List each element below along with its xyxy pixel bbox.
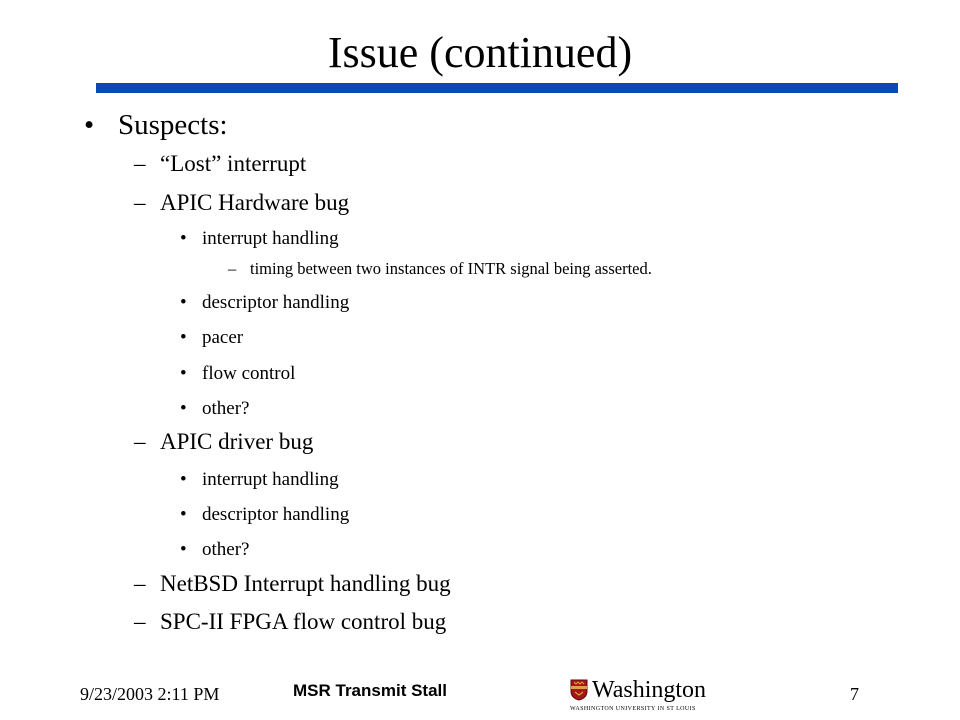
dash-marker: –	[228, 259, 237, 278]
list-item-text: APIC driver bug	[160, 429, 314, 454]
bullet-marker: •	[180, 469, 187, 490]
footer-date: 9/23/2003 2:11 PM	[80, 684, 220, 704]
logo-subtitle: WASHINGTON UNIVERSITY IN ST LOUIS	[570, 706, 696, 712]
dash-marker: –	[134, 429, 146, 454]
bullet-marker: •	[180, 398, 187, 419]
bullet-marker: •	[180, 363, 187, 384]
list-item-text: “Lost” interrupt	[160, 151, 307, 176]
bullet-marker: •	[180, 228, 187, 249]
dash-marker: –	[134, 609, 146, 634]
title-underline	[96, 83, 898, 93]
list-item-text: other?	[202, 398, 250, 419]
bullet-marker: •	[180, 504, 187, 525]
bullet-marker: •	[84, 109, 95, 141]
list-item-text: pacer	[202, 327, 244, 348]
bullet-marker: •	[180, 292, 187, 313]
bullet-marker: •	[180, 539, 187, 560]
list-item-text: descriptor handling	[202, 292, 350, 313]
list-item-text: SPC-II FPGA flow control bug	[160, 609, 447, 634]
list-item-text: descriptor handling	[202, 504, 350, 525]
university-logo	[570, 676, 730, 716]
list-item-text: other?	[202, 539, 250, 560]
shield-icon	[570, 679, 588, 701]
list-item-text: Suspects:	[118, 109, 228, 141]
list-item-text: interrupt handling	[202, 469, 339, 490]
dash-marker: –	[134, 151, 146, 176]
list-item-text: APIC Hardware bug	[160, 190, 350, 215]
footer-title: MSR Transmit Stall	[293, 681, 447, 700]
logo-wordmark: Washington	[592, 677, 707, 703]
page-number: 7	[850, 684, 859, 704]
list-item-text: NetBSD Interrupt handling bug	[160, 571, 451, 596]
list-item-text: flow control	[202, 363, 296, 384]
dash-marker: –	[134, 190, 146, 215]
list-item-text: interrupt handling	[202, 228, 339, 249]
bullet-marker: •	[180, 327, 187, 348]
dash-marker: –	[134, 571, 146, 596]
slide-title: Issue (continued)	[327, 28, 633, 77]
list-item-text: timing between two instances of INTR signal being asserted.	[250, 259, 652, 278]
